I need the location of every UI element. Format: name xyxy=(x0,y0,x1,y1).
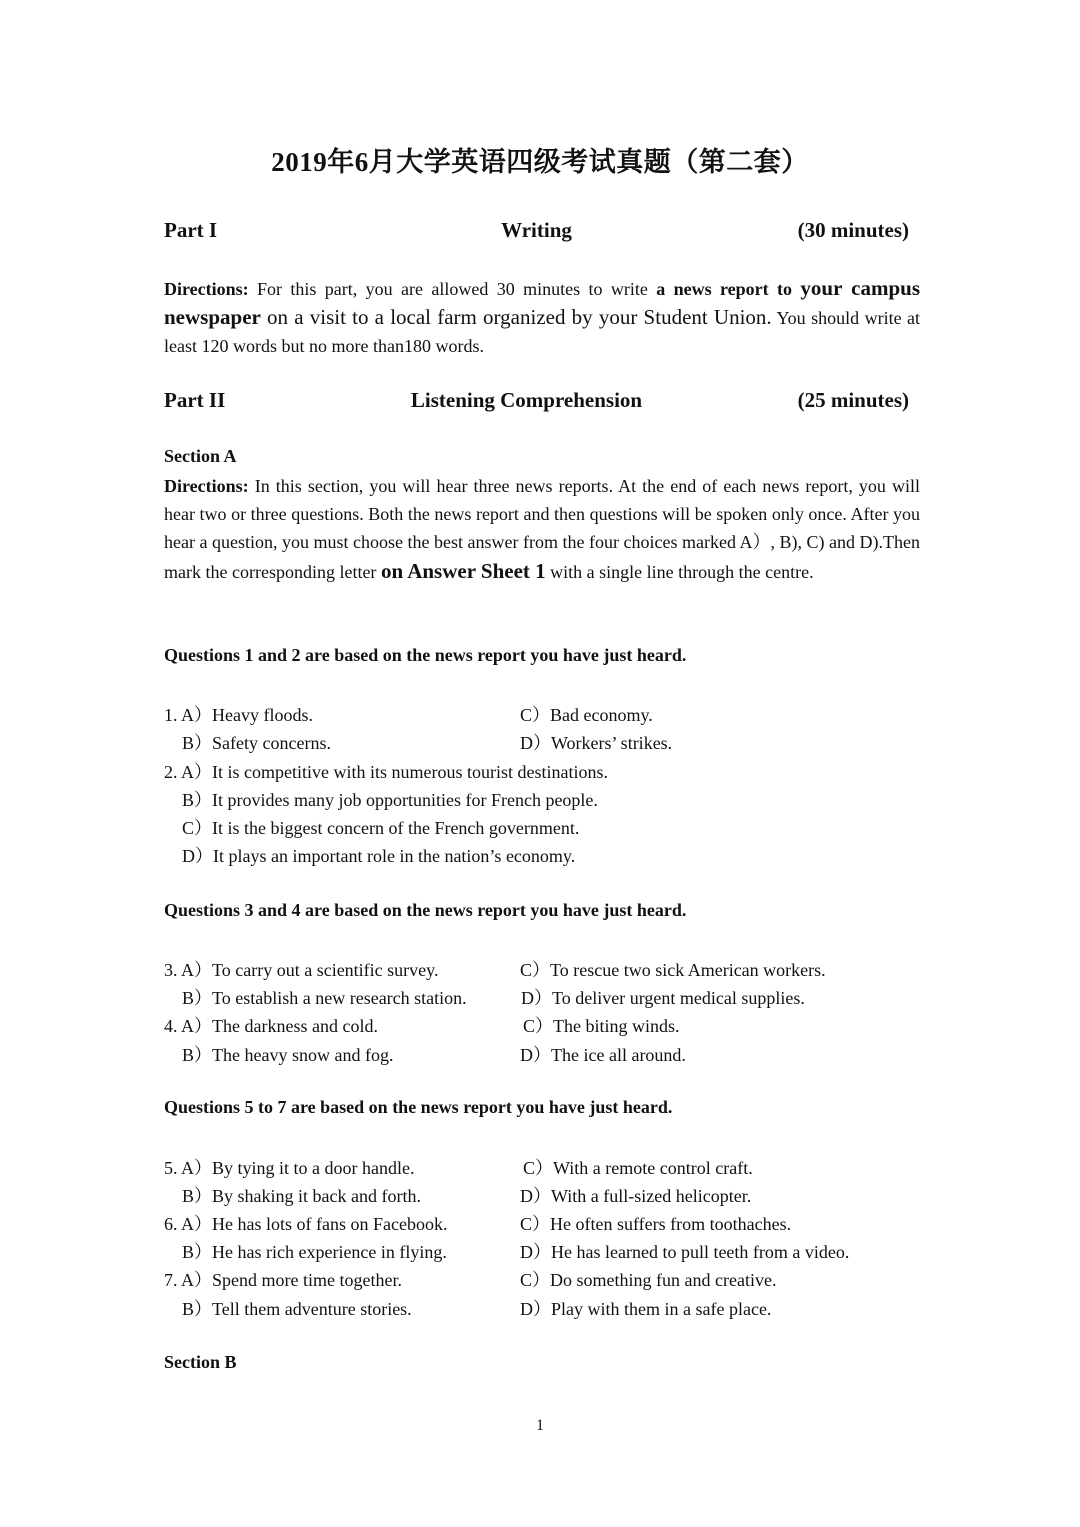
part-2-time: (25 minutes) xyxy=(797,388,909,412)
q2-option-a: 2. A）It is competitive with its numerous tourist destinations. xyxy=(164,762,608,782)
q3-option-b: B）To establish a new research station. xyxy=(182,988,467,1008)
directions-bold: your campus newspaper xyxy=(164,276,920,330)
part-2-name: Listening Comprehension xyxy=(410,388,643,412)
q7-option-d: D）Play with them in a safe place. xyxy=(520,1299,772,1319)
question-group-heading: Questions 5 to 7 are based on the news report you have just heard. xyxy=(164,1097,673,1117)
q7-option-b: B）Tell them adventure stories. xyxy=(182,1299,412,1319)
q4-option-d: D）The ice all around. xyxy=(520,1045,686,1065)
part-2-header xyxy=(164,388,909,414)
q4-option-a: 4. A）The darkness and cold. xyxy=(164,1016,378,1036)
q4-option-c: C）The biting winds. xyxy=(523,1016,680,1036)
q3-option-c: C）To rescue two sick American workers. xyxy=(520,960,826,980)
directions-text: In this section, you will hear three news reports. At the end of each news report, you will hear two or three questions. Both the news report and then questions will be spoken only once. After you hear a question, you must choose the best answer from the four choices marked A）, B), C) and D).Then mark the corresponding letter xyxy=(164,476,920,582)
q7-option-a: 7. A）Spend more time together. xyxy=(164,1270,402,1290)
q5-option-d: D）With a full-sized helicopter. xyxy=(520,1186,752,1206)
q5-option-a: 5. A）By tying it to a door handle. xyxy=(164,1158,415,1178)
part-1-directions xyxy=(164,274,920,361)
question-group-heading: Questions 1 and 2 are based on the news report you have just heard. xyxy=(164,645,687,665)
q5-option-c: C）With a remote control craft. xyxy=(523,1158,753,1178)
directions-text: You should write at least 120 words but no more than180 words. xyxy=(164,308,920,357)
q6-option-d: D）He has learned to pull teeth from a video. xyxy=(520,1242,850,1262)
q2-option-c: C）It is the biggest concern of the French government. xyxy=(182,818,580,838)
q5-option-b: B）By shaking it back and forth. xyxy=(182,1186,421,1206)
page-number: 1 xyxy=(536,1417,544,1434)
q4-option-b: B）The heavy snow and fog. xyxy=(182,1045,394,1065)
question-group-heading: Questions 3 and 4 are based on the news report you have just heard. xyxy=(164,900,687,920)
directions-text: with a single line through the centre. xyxy=(545,561,814,582)
directions-bold: on Answer Sheet 1 xyxy=(380,558,546,583)
q1-option-d: D）Workers’ strikes. xyxy=(520,733,673,753)
section-b-heading: Section B xyxy=(164,1352,237,1372)
part-1-name: Writing xyxy=(501,218,572,242)
q2-option-d: D）It plays an important role in the nation’s economy. xyxy=(182,846,576,866)
q1-option-a: 1. A）Heavy floods. xyxy=(164,705,313,725)
part-2-directions xyxy=(164,472,920,586)
directions-lead: Directions: xyxy=(164,476,249,496)
directions-text: on a visit to a local farm organized by your Student Union. xyxy=(260,305,772,330)
q6-option-b: B）He has rich experience in flying. xyxy=(182,1242,447,1262)
q6-option-a: 6. A）He has lots of fans on Facebook. xyxy=(164,1214,448,1234)
part-1-label: Part I xyxy=(164,218,218,242)
q1-option-c: C）Bad economy. xyxy=(520,705,653,725)
part-2-label: Part II xyxy=(164,388,226,412)
part-1-header xyxy=(164,218,909,244)
directions-lead: Directions: xyxy=(164,279,249,299)
section-a-heading: Section A xyxy=(164,446,237,466)
q7-option-c: C）Do something fun and creative. xyxy=(520,1270,777,1290)
q6-option-c: C）He often suffers from toothaches. xyxy=(520,1214,792,1234)
part-1-time: (30 minutes) xyxy=(797,218,909,242)
page-title: 2019年6月大学英语四级考试真题（第二套） xyxy=(271,147,809,177)
directions-bold: a news report to xyxy=(656,279,793,299)
q2-option-b: B）It provides many job opportunities for French people. xyxy=(182,790,598,810)
q1-option-b: B）Safety concerns. xyxy=(182,733,331,753)
q3-option-d: D）To deliver urgent medical supplies. xyxy=(521,988,805,1008)
q3-option-a: 3. A）To carry out a scientific survey. xyxy=(164,960,439,980)
directions-text: For this part, you are allowed 30 minutes to write xyxy=(248,279,657,299)
